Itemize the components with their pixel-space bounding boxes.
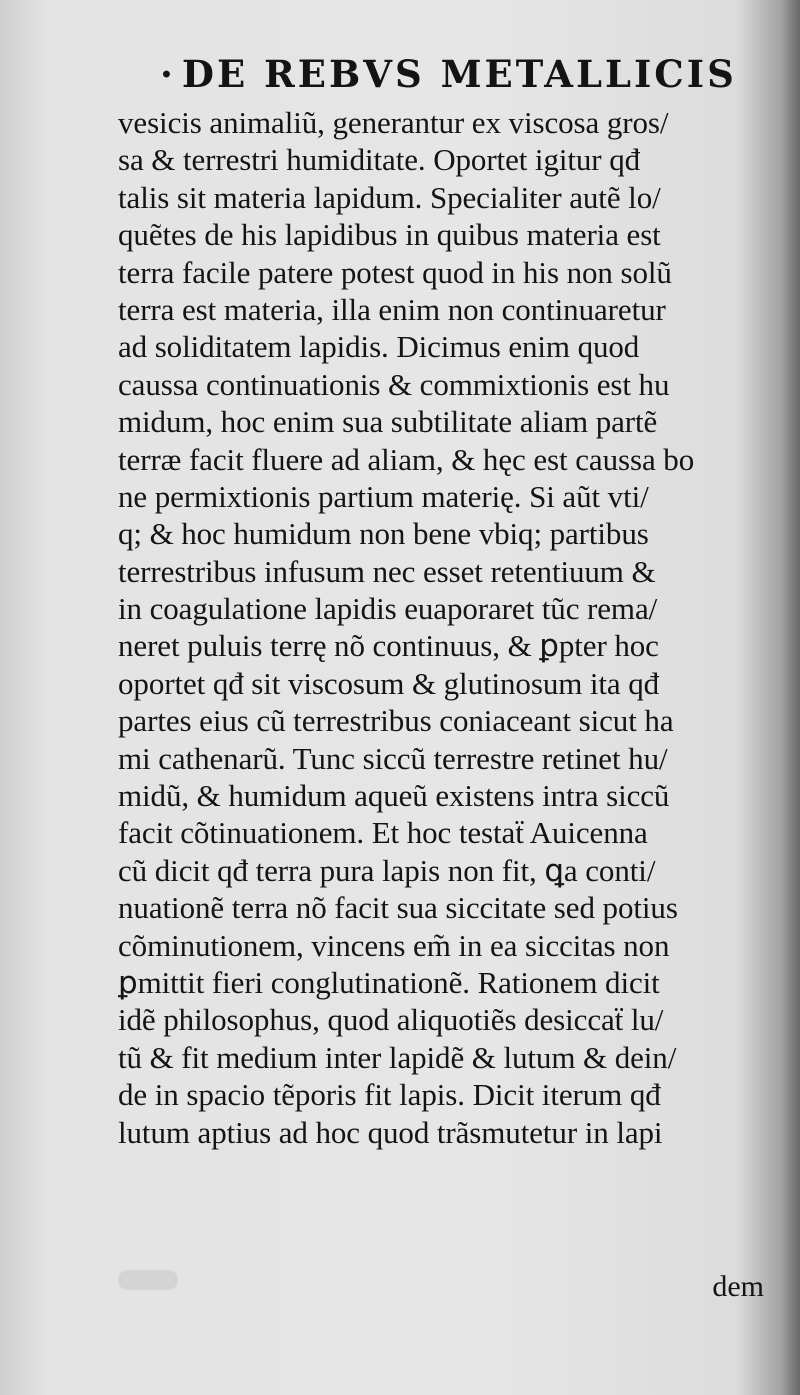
page-gutter-shadow — [782, 0, 800, 1395]
text-line: tũ & fit medium inter lapidẽ & lutum & dein/ — [118, 1039, 677, 1075]
text-line: midũ, & humidum aqueũ existens intra siccũ — [118, 778, 670, 814]
text-line: q; & hoc humidum non bene vbiq; partibus — [118, 516, 649, 552]
text-line: in coagulatione lapidis euaporaret tũc rema/ — [118, 591, 658, 627]
faded-mark — [118, 1270, 178, 1290]
text-line: cũ dicit qđ terra pura lapis non fit, ꝗa conti/ — [118, 852, 656, 888]
text-line: talis sit materia lapidum. Specialiter autẽ lo/ — [118, 179, 661, 215]
text-line: caussa continuationis & commixtionis est hu — [118, 366, 670, 402]
text-line: terra est materia, illa enim non continuaretur — [118, 291, 666, 327]
text-line: terrestribus infusum nec esset retentiuum & — [118, 553, 656, 589]
text-line: neret puluis terrę nõ continuus, & ꝑpter hoc — [118, 628, 659, 664]
text-line: ad soliditatem lapidis. Dicimus enim quod — [118, 329, 640, 365]
text-line: midum, hoc enim sua subtilitate aliam partẽ — [118, 404, 658, 440]
running-head — [160, 52, 760, 96]
text-line: ꝑmittit fieri conglutinationẽ. Rationem dicit — [118, 964, 660, 1000]
catchword: dem — [712, 1270, 764, 1303]
header-mark: · — [160, 52, 176, 96]
body-text — [118, 104, 770, 1151]
text-line: nuationẽ terra nõ facit sua siccitate sed potius — [118, 890, 678, 926]
text-line: facit cõtinuationem. Et hoc testaẗ Auicenna — [118, 815, 648, 851]
text-line: ne permixtionis partium materię. Si aũt vti/ — [118, 478, 649, 514]
text-line: de in spacio tẽporis fit lapis. Dicit iterum qđ — [118, 1077, 661, 1113]
text-line: cõminutionem, vincens em̃ in ea siccitas non — [118, 927, 670, 963]
text-line: quẽtes de his lapidibus in quibus materia est — [118, 217, 661, 253]
text-line: lutum aptius ad hoc quod trãsmutetur in lapi — [118, 1114, 663, 1150]
text-line: terra facile patere potest quod in his non solũ — [118, 254, 672, 290]
text-line: mi cathenarũ. Tunc siccũ terrestre retinet hu/ — [118, 740, 668, 776]
text-line: oportet qđ sit viscosum & glutinosum ita qđ — [118, 665, 660, 701]
text-line: idẽ philosophus, quod aliquotiẽs desiccaẗ lu/ — [118, 1002, 664, 1038]
text-line: terræ facit fluere ad aliam, & hęc est caussa bo — [118, 441, 695, 477]
header-title: DE REBVS METALLICIS — [181, 52, 737, 96]
text-line: vesicis animaliũ, generantur ex viscosa gros/ — [118, 105, 669, 140]
text-line: sa & terrestri humiditate. Oportet igitur qđ — [118, 142, 641, 178]
text-line: partes eius cũ terrestribus coniaceant sicut ha — [118, 703, 674, 739]
